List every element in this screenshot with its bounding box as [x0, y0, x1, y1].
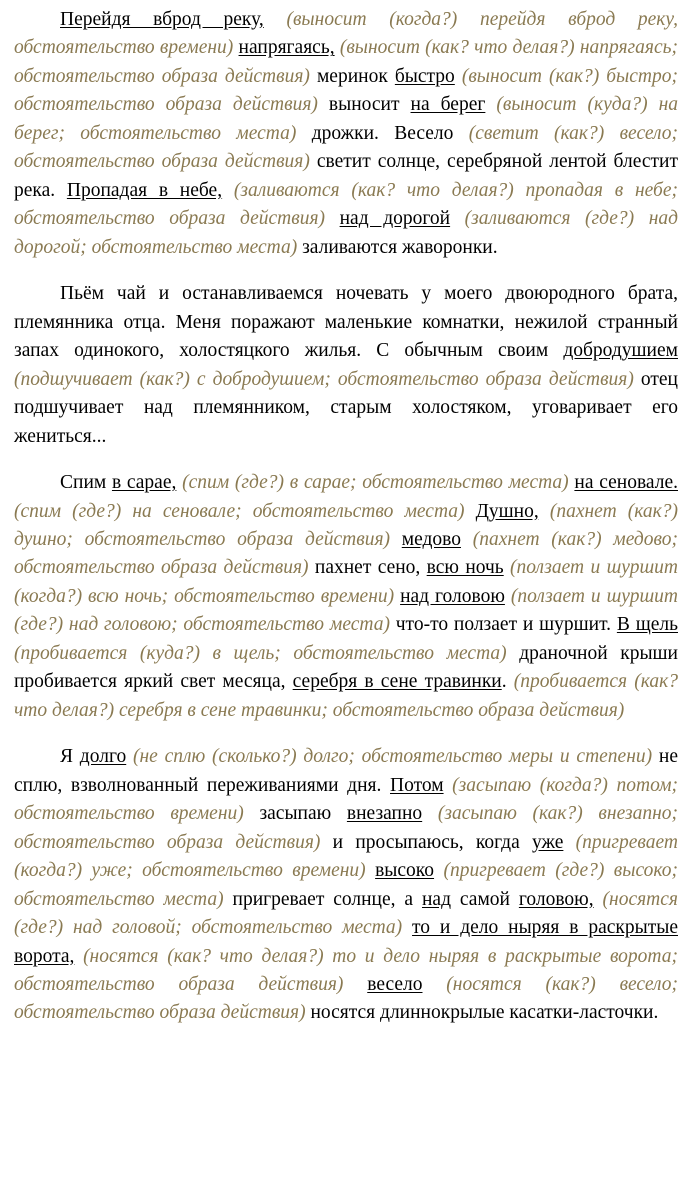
- underlined-term: Душно,: [475, 500, 539, 522]
- document-body: [14, 6, 678, 1028]
- parsing-note: (носятся (как?) весело; обстоятельство образа действия): [14, 974, 678, 1024]
- paragraph: [14, 743, 678, 1028]
- text-run: Я: [60, 746, 80, 768]
- underlined-term: головою,: [518, 888, 594, 910]
- text-run: засыпаю: [259, 803, 347, 825]
- parsing-note: (носятся (где?) над головой; обстоятельство места): [14, 888, 678, 939]
- parsing-note: (выносит (когда?) перейдя вброд реку, обстоятельство времени): [14, 9, 678, 59]
- underlined-term: медово: [401, 528, 461, 550]
- underlined-term: в сарае,: [111, 472, 177, 494]
- parsing-note: (выносит (как?) быстро; обстоятельство образа действия): [14, 65, 678, 116]
- underlined-term: над головою: [400, 585, 505, 607]
- underlined-term: долго: [79, 746, 127, 768]
- parsing-note: (носятся (как? что делая?) то и дело ныряя в раскрытые ворота; обстоятельство образа действия): [14, 945, 678, 995]
- underlined-term: над: [421, 888, 451, 910]
- paragraph: [14, 6, 678, 262]
- underlined-term: напрягаясь,: [238, 37, 335, 59]
- underlined-term: весело: [367, 974, 423, 995]
- underlined-term: уже: [532, 831, 564, 853]
- underlined-term: то и дело ныряя в раскрытые ворота,: [14, 917, 678, 967]
- text-run: отец подшучивает над племянником, старым холостяком, уговаривает его жениться...: [14, 368, 678, 447]
- parsing-note: (пробивается (как? что делая?) серебря в сене травинки; обстоятельство образа действия): [14, 671, 679, 721]
- parsing-note: (заливаются (как? что делая?) пропадая в небе; обстоятельство образа действия): [14, 179, 678, 230]
- underlined-term: над дорогой: [339, 208, 451, 230]
- underlined-term: Перейдя вброд реку,: [60, 9, 264, 30]
- underlined-term: на сеновале.: [574, 472, 678, 494]
- parsing-note: (пригревает (где?) высоко; обстоятельство места): [14, 860, 678, 910]
- underlined-term: быстро: [394, 65, 455, 87]
- parsing-note: (засыпаю (когда?) потом; обстоятельство времени): [14, 774, 679, 825]
- text-run: самой: [451, 888, 519, 910]
- text-run: носятся длиннокрылые касатки-ласточки.: [310, 1002, 659, 1024]
- underlined-term: внезапно: [346, 803, 423, 825]
- text-run: Пьём чай и останавливаемся ночевать у моего двоюродного брата, племянника отца. Меня поражают маленькие комнатки, нежилой странный запах одинокого, холостяцкого жилья. С обычным своим: [14, 283, 678, 362]
- parsing-note: (спим (где?) на сеновале; обстоятельство места): [14, 500, 476, 522]
- text-run: выносит: [328, 94, 411, 116]
- text-run: не сплю, взволнованный переживаниями дня.: [14, 746, 679, 796]
- parsing-note: (ползает и шуршит (где?) над головою; обстоятельство места): [14, 585, 679, 636]
- text-run: и просыпаюсь, когда: [332, 831, 533, 853]
- text-run: .: [501, 671, 514, 693]
- parsing-note: (пробивается (куда?) в щель; обстоятельство места): [14, 642, 520, 664]
- parsing-note: (пахнет (как?) душно; обстоятельство образа действия): [14, 500, 678, 550]
- parsing-note: (выносит (как? что делая?) напрягаясь; обстоятельство образа действия): [14, 37, 678, 87]
- text-run: пахнет сено,: [314, 557, 427, 579]
- underlined-term: В щель: [616, 614, 678, 636]
- underlined-term: на берег: [410, 94, 486, 116]
- text-run: пригревает солнце, а: [232, 888, 422, 910]
- parsing-note: (спим (где?) в сарае; обстоятельство места): [176, 472, 575, 494]
- parsing-note: (пригревает (когда?) уже; обстоятельство времени): [14, 831, 678, 882]
- paragraph: [14, 469, 678, 725]
- parsing-note: (засыпаю (как?) внезапно; обстоятельство образа действия): [14, 803, 678, 853]
- underlined-term: Потом: [390, 774, 444, 796]
- text-run: светит солнце, серебряной лентой блестит река.: [14, 151, 679, 201]
- parsing-note: (подшучивает (как?) с добродушием; обстоятельство образа действия): [14, 368, 641, 390]
- text-run: что-то ползает и шуршит.: [395, 614, 617, 636]
- text-run: драночной крыши пробивается яркий свет месяца,: [14, 642, 678, 693]
- parsing-note: (ползает и шуршит (когда?) всю ночь; обстоятельство времени): [14, 557, 679, 607]
- parsing-note: (светит (как?) весело; обстоятельство образа действия): [14, 122, 679, 173]
- parsing-note: (пахнет (как?) медово; обстоятельство образа действия): [14, 528, 678, 579]
- underlined-term: добродушием: [563, 340, 678, 362]
- underlined-term: высоко: [375, 860, 435, 882]
- text-run: заливаются жаворонки.: [302, 236, 498, 258]
- text-run: Спим: [60, 472, 112, 494]
- parsing-note: (не сплю (сколько?) долго; обстоятельство меры и степени): [126, 746, 659, 768]
- text-run: меринок: [316, 65, 395, 87]
- underlined-term: всю ночь: [426, 557, 504, 579]
- text-run: дрожки. Весело: [311, 122, 469, 144]
- underlined-term: Пропадая в небе,: [66, 179, 223, 201]
- underlined-term: серебря в сене травинки: [292, 671, 502, 693]
- parsing-note: (выносит (куда?) на берег; обстоятельство места): [14, 94, 679, 144]
- paragraph: [14, 280, 678, 451]
- parsing-note: (заливаются (где?) над дорогой; обстоятельство места): [14, 208, 678, 258]
